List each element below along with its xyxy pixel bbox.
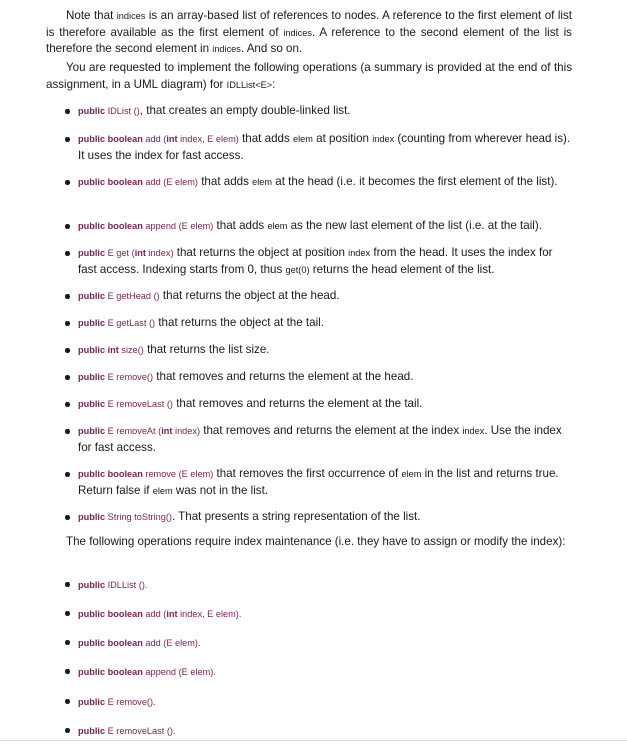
description: that removes and returns the element at the tail. xyxy=(172,397,423,410)
code-param: elem xyxy=(401,469,422,479)
method-signature: E getLast () xyxy=(105,318,156,328)
method-signature: IDLList (). xyxy=(105,580,148,590)
keyword: public int xyxy=(78,345,119,355)
method-signature: append (E elem). xyxy=(142,667,216,677)
keyword: public xyxy=(78,580,106,590)
code-param: get(0) xyxy=(285,264,310,275)
code-param: elem xyxy=(293,134,313,144)
keyword: public xyxy=(78,399,106,409)
description: (counting from wherever head is). It uses the index for fast access. xyxy=(78,132,571,162)
keyword: public xyxy=(78,291,106,301)
keyword: public boolean xyxy=(78,638,143,648)
keyword: public xyxy=(78,426,106,436)
method-signature: E get ( xyxy=(105,248,135,258)
method-signature: IDList () xyxy=(105,106,140,116)
description: in the list and returns true. Return false if xyxy=(78,467,559,497)
keyword: public xyxy=(78,726,106,736)
description: . Use the index for fast access. xyxy=(78,424,562,454)
keyword: int xyxy=(161,426,173,436)
keyword: public boolean xyxy=(78,134,143,144)
description: that returns the object at position xyxy=(173,246,349,259)
intro-paragraph-operations xyxy=(46,60,572,93)
code-indices: indices xyxy=(212,44,241,54)
method-signature: add (E elem). xyxy=(142,638,201,648)
operation-item xyxy=(78,174,572,191)
text: The following operations require index maintenance (i.e. they have to assign or modify the index): xyxy=(66,535,566,548)
operation-item xyxy=(78,369,572,386)
operation-item xyxy=(78,288,572,305)
code-param: index xyxy=(462,426,485,436)
keyword: int xyxy=(166,609,178,619)
code-param: elem xyxy=(152,485,173,496)
operation-item xyxy=(78,342,572,359)
intro-paragraph-indices xyxy=(46,8,572,58)
maintenance-paragraph xyxy=(46,534,572,551)
page-edge-divider xyxy=(0,740,627,741)
text: . A reference to the second element of the list is therefore the second element in xyxy=(46,25,572,55)
method-signature: add ( xyxy=(142,609,167,619)
operation-item xyxy=(78,509,572,526)
description: from the head. It uses the index for fast access. Indexing starts from 0, thus xyxy=(78,246,553,276)
method-signature: E removeAt ( xyxy=(105,426,162,436)
method-signature: index, E elem). xyxy=(177,609,242,619)
description: that adds xyxy=(213,219,268,232)
code-param: index xyxy=(348,248,371,258)
operation-item xyxy=(78,466,572,499)
text: : xyxy=(272,77,276,91)
keyword: public boolean xyxy=(78,469,143,479)
description: that returns the object at the tail. xyxy=(155,316,324,329)
maintenance-item xyxy=(78,578,572,592)
method-signature: E removeLast (). xyxy=(105,726,176,736)
keyword: public xyxy=(78,248,106,258)
maintenance-item xyxy=(78,724,572,738)
code-indices: indices xyxy=(283,27,312,38)
description: . That presents a string representation of the list. xyxy=(171,510,421,523)
description: was not in the list. xyxy=(172,483,269,497)
method-signature: add (E elem) xyxy=(142,177,198,187)
code-indices: indices xyxy=(116,11,146,21)
method-signature: remove (E elem) xyxy=(142,469,214,479)
description: at position xyxy=(312,132,373,145)
code-param: elem xyxy=(252,177,273,187)
code-param: elem xyxy=(267,221,288,231)
operation-item xyxy=(78,423,572,456)
method-signature: E remove() xyxy=(105,372,154,382)
method-signature: index, E elem) xyxy=(177,134,239,144)
description: as the new last element of the list (i.e. at the tail). xyxy=(287,219,542,232)
code-class-name: IDLList<E> xyxy=(226,79,273,90)
method-signature: index) xyxy=(172,426,201,436)
description: that removes and returns the element at the index xyxy=(200,424,463,437)
method-signature: E removeLast () xyxy=(105,399,173,409)
description: that returns the object at the head. xyxy=(159,289,340,302)
maintenance-item xyxy=(78,607,572,621)
method-signature: append (E elem) xyxy=(142,221,214,231)
text: . And so on. xyxy=(240,42,303,55)
method-signature: String toString() xyxy=(105,512,172,522)
description: that removes and returns the element at the head. xyxy=(153,370,414,383)
method-signature: E getHead () xyxy=(105,291,160,301)
operation-item xyxy=(78,396,572,413)
keyword: int xyxy=(166,134,178,144)
method-signature: size() xyxy=(118,345,144,355)
keyword: int xyxy=(134,248,146,258)
operation-item xyxy=(78,131,572,164)
operation-item xyxy=(78,315,572,332)
description: returns the head element of the list. xyxy=(309,262,495,276)
operation-item xyxy=(78,103,572,120)
description: that returns the list size. xyxy=(143,343,270,356)
keyword: public boolean xyxy=(78,667,143,677)
keyword: public xyxy=(78,106,106,116)
maintenance-item xyxy=(78,665,572,679)
description: at the head (i.e. it becomes the first element of the list). xyxy=(272,175,558,188)
operation-item xyxy=(78,245,572,278)
keyword: public xyxy=(78,512,106,522)
description: that adds xyxy=(238,132,293,145)
keyword: public xyxy=(78,318,106,328)
maintenance-item xyxy=(78,695,572,709)
keyword: public xyxy=(78,372,106,382)
keyword: public boolean xyxy=(78,177,143,187)
operation-item xyxy=(78,218,572,235)
description: , that creates an empty double-linked list. xyxy=(139,104,351,117)
maintenance-item xyxy=(78,636,572,650)
code-param: index xyxy=(372,134,395,144)
keyword: public boolean xyxy=(78,221,143,231)
description: that adds xyxy=(197,175,253,188)
text: is an array-based list of references to nodes. A reference to the first element of list is therefore available as the first element of xyxy=(46,9,572,39)
description: that removes the first occurrence of xyxy=(213,467,402,480)
text: You are requested to implement the following operations (a summary is provided at the end of this assignment, in a UML diagram) for xyxy=(46,61,572,91)
method-signature: add ( xyxy=(142,134,167,144)
keyword: public boolean xyxy=(78,609,143,619)
method-signature: index) xyxy=(145,248,174,258)
method-signature: E remove(). xyxy=(105,697,156,707)
text: Note that xyxy=(66,9,117,22)
keyword: public xyxy=(78,697,106,707)
